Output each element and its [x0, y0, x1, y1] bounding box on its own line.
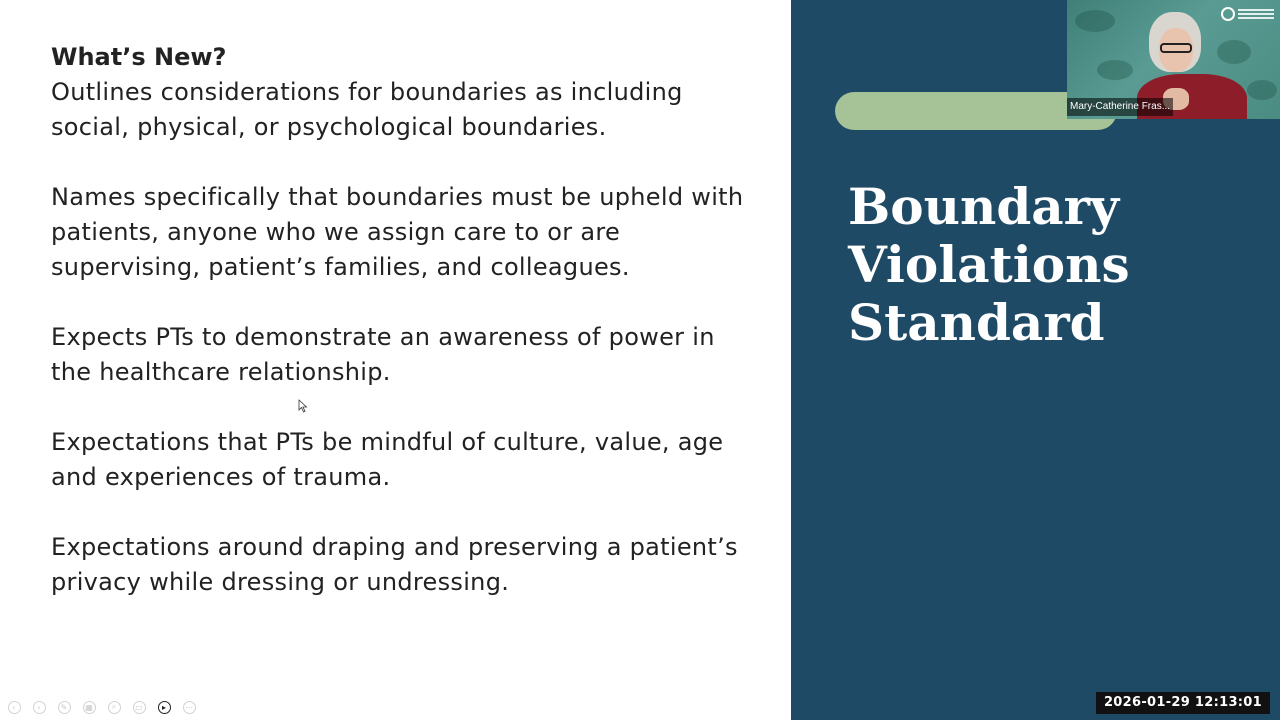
previous-slide-button[interactable] [4, 698, 24, 716]
camera-icon: ▸ [158, 701, 171, 714]
next-icon: › [33, 701, 46, 714]
bullet-draping-privacy: Expectations around draping and preserving a patient’s privacy while dressing or undressing. [51, 533, 738, 596]
subtitles-icon: ▭ [133, 701, 146, 714]
copy-slides-icon: ▦ [83, 701, 96, 714]
zoom-button[interactable] [104, 698, 124, 716]
bullet-boundaries-considerations: Outlines considerations for boundaries as including social, physical, or psychological boundaries. [51, 78, 683, 141]
more-icon: ⋯ [183, 701, 196, 714]
bullet-culture-trauma: Expectations that PTs be mindful of culture, value, age and experiences of trauma. [51, 428, 724, 491]
participant-glasses [1160, 43, 1192, 53]
previous-icon: ‹ [8, 701, 21, 714]
organization-logo [1221, 7, 1274, 21]
recording-timestamp: 2026-01-29 12:13:01 [1096, 692, 1270, 714]
mouse-pointer-icon [298, 399, 308, 413]
pen-icon: ✎ [58, 701, 71, 714]
zoom-icon: ⌕ [108, 701, 121, 714]
logo-mark-icon [1221, 7, 1235, 21]
slide-heading: What’s New? [51, 43, 227, 71]
background-leaf [1247, 80, 1277, 100]
slideshow-toolbar [4, 698, 199, 716]
background-leaf [1217, 40, 1251, 64]
slide-title: Boundary Violations Standard [848, 177, 1130, 352]
subtitles-button[interactable] [129, 698, 149, 716]
participant-name-label: Mary-Catherine Fras... [1067, 98, 1173, 116]
next-slide-button[interactable] [29, 698, 49, 716]
pen-button[interactable] [54, 698, 74, 716]
see-all-slides-button[interactable] [79, 698, 99, 716]
slide-text-block [51, 40, 771, 635]
background-leaf [1075, 10, 1115, 32]
bullet-power-awareness: Expects PTs to demonstrate an awareness of power in the healthcare relationship. [51, 323, 715, 386]
background-leaf [1097, 60, 1133, 80]
participant-video-tile[interactable] [1067, 0, 1280, 119]
bullet-boundaries-upheld: Names specifically that boundaries must be upheld with patients, anyone who we assign care to or are supervising, patient’s families, and colleagues. [51, 183, 744, 281]
more-options-button[interactable] [179, 698, 199, 716]
camera-button[interactable] [154, 698, 174, 716]
logo-wordmark [1238, 7, 1274, 21]
